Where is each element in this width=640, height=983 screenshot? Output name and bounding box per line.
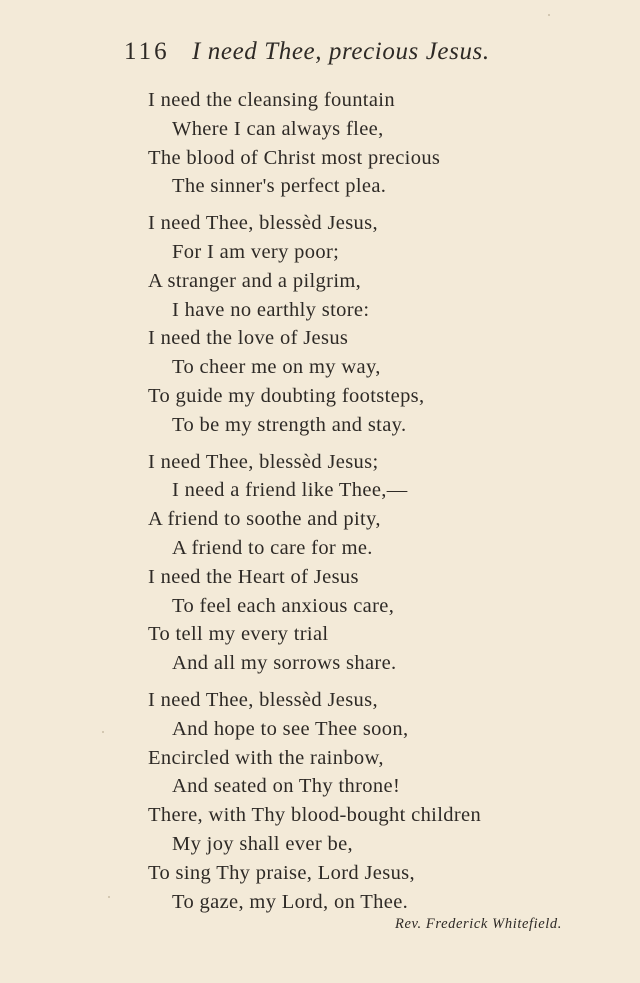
poem-line: A friend to soothe and pity, xyxy=(148,508,381,531)
poem-line: There, with Thy blood-bought children xyxy=(148,804,482,827)
running-title: I need Thee, precious Jesus. xyxy=(192,38,490,65)
poem-line: For I am very poor; xyxy=(172,240,340,263)
page-header xyxy=(124,38,544,72)
poem-line: I need the cleansing fountain xyxy=(148,89,395,111)
poem-line: Where I can always flee, xyxy=(172,117,384,140)
poem-line: To tell my every trial xyxy=(148,623,329,646)
poem-line: A stranger and a pilgrim, xyxy=(148,269,362,292)
poem-line: I need the love of Jesus xyxy=(148,327,349,350)
poem-line: And hope to see Thee soon, xyxy=(172,717,409,740)
stanza-3 xyxy=(148,448,588,678)
poem-line: The blood of Christ most precious xyxy=(148,146,441,169)
stanza-1 xyxy=(148,86,588,201)
poem-line: I need Thee, blessèd Jesus, xyxy=(148,688,378,711)
stanza-4 xyxy=(148,686,588,916)
poem-line: I need Thee, blessèd Jesus; xyxy=(148,450,379,473)
author-attribution: Rev. Frederick Whitefield. xyxy=(395,916,562,932)
poem-line: Encircled with the rainbow, xyxy=(148,746,384,769)
page-number: 116 xyxy=(124,38,170,65)
stanza-2 xyxy=(148,209,588,439)
poem-line: I need a friend like Thee,— xyxy=(172,479,408,502)
poem xyxy=(148,86,588,916)
paper-speck xyxy=(548,14,550,16)
poem-line: The sinner's perfect plea. xyxy=(172,175,387,198)
poem-line: To sing Thy praise, Lord Jesus, xyxy=(148,861,415,884)
poem-line: I need Thee, blessèd Jesus, xyxy=(148,212,378,235)
poem-line: And seated on Thy throne! xyxy=(172,775,401,798)
poem-line: I need the Heart of Jesus xyxy=(148,565,359,588)
paper-speck xyxy=(102,731,104,733)
poem-line: To gaze, my Lord, on Thee. xyxy=(172,890,409,913)
poem-line: A friend to care for me. xyxy=(172,536,373,559)
paper-speck xyxy=(108,896,110,898)
poem-line: To be my strength and stay. xyxy=(172,413,407,436)
poem-line: And all my sorrows share. xyxy=(172,652,397,675)
poem-line: I have no earthly store: xyxy=(172,298,370,321)
poem-line: To cheer me on my way, xyxy=(172,356,381,379)
poem-line: To guide my doubting footsteps, xyxy=(148,384,425,407)
poem-line: My joy shall ever be, xyxy=(172,832,353,855)
poem-line: To feel each anxious care, xyxy=(172,594,395,617)
